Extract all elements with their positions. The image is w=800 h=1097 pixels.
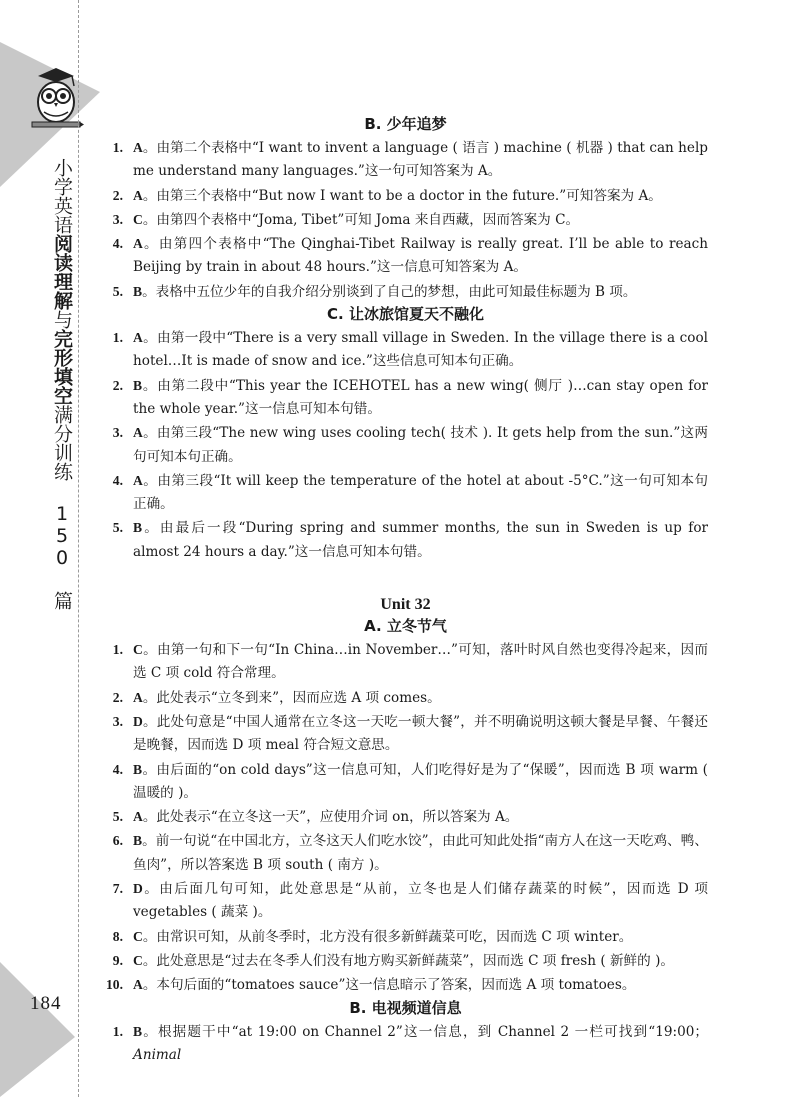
answer-item (103, 805, 708, 829)
answer-item (103, 638, 708, 686)
explanation-text: 。由第一句和下一句“In China…in November…”可知，落叶时风自然也变得冷起来，因而选 C 项 cold 符合常理。 (133, 642, 708, 682)
item-number: 10. (106, 977, 123, 993)
answer-content (103, 114, 708, 1067)
binding-dashed-line (78, 0, 79, 1097)
answer-letter: B (133, 377, 143, 393)
explanation-text: 。本句后面的“tomatoes sauce”这一信息暗示了答案，因而选 A 项 tomatoes。 (142, 977, 636, 994)
item-number: 4. (112, 472, 123, 488)
answer-letter: C (133, 642, 143, 658)
series-title (50, 158, 74, 610)
item-number: 8. (112, 928, 123, 944)
answer-letter: A (133, 330, 143, 346)
answer-letter: A (133, 187, 143, 203)
explanation-text: 。由第四个表格中“Joma, Tibet”可知 Joma 来自西藏，因而答案为 C。 (142, 211, 580, 228)
explanation-text: 。此处表示“在立冬这一天”，应使用介词 on，所以答案为 A。 (142, 809, 519, 826)
explanation-text: 。此处表示“立冬到来”，因而应选 A 项 comes。 (142, 689, 441, 706)
answer-item (103, 949, 708, 973)
answer-item (103, 208, 708, 232)
answer-letter: A (133, 977, 143, 993)
answer-letter: B (133, 833, 143, 849)
explanation-text: 。由后面几句可知，此处意思是“从前，立冬也是人们储存蔬菜的时候”，因而选 D 项 vegetables ( 蔬菜 )。 (133, 881, 708, 921)
explanation-text: 。表格中五位少年的自我介绍分别谈到了自己的梦想，由此可知最佳标题为 B 项。 (142, 283, 637, 300)
explanation-text: 。由第三个表格中“But now I want to be a doctor in the future.”可知答案为 A。 (142, 187, 662, 204)
answer-item (103, 136, 708, 184)
answer-letter: C (133, 211, 143, 227)
explanation-text: 。由第三段“The new wing uses cooling tech( 技术 ). It gets help from the sun.”这两句可知本句正确。 (133, 425, 708, 465)
answer-item (103, 710, 708, 758)
explanation-text: 。由第三段“It will keep the temperature of the hotel at about -5°C.”这一句可知本句正确。 (133, 472, 708, 513)
explanation-text: 。由第一段中“There is a very small village in Sweden. In the village there is a cool hotel…It is made of snow and ice.”这些信息可知本句正确。 (133, 330, 708, 370)
explanation-text: 。由常识可知，从前冬季时，北方没有很多新鲜蔬菜可吃，因而选 C 项 winter。 (142, 928, 633, 945)
item-number: 1. (112, 1023, 123, 1039)
series-title-part: 小学英语 (51, 158, 73, 234)
item-number: 1. (112, 140, 123, 155)
answer-item (103, 184, 708, 208)
series-title-part: 与 (51, 310, 73, 329)
section-title: B. 少年追梦 (364, 115, 447, 133)
item-number: 1. (112, 330, 123, 346)
answer-item (103, 280, 708, 304)
answer-item (103, 421, 708, 469)
answer-item (103, 1020, 708, 1068)
item-number: 9. (112, 952, 123, 968)
item-number: 2. (112, 187, 123, 203)
item-number: 6. (112, 833, 123, 849)
answer-letter: A (133, 140, 143, 155)
answer-letter: B (133, 761, 143, 777)
explanation-italic: Animal (133, 1046, 182, 1063)
answer-item (103, 516, 708, 564)
explanation-text: 。由第二段中“This year the ICEHOTEL has a new wing( 侧厅 )…can stay open for the whole year.”这一信息可知本句错。 (133, 377, 708, 417)
series-title-part-bold: 完形填空 (51, 329, 73, 405)
item-number: 7. (112, 881, 123, 897)
section-title: B. 电视频道信息 (349, 998, 462, 1017)
explanation-text: 。由最后一段“During spring and summer months, the sun in Sweden is up for almost 24 hours a day.”这一信息可知本句错。 (133, 520, 708, 560)
answer-letter: D (133, 881, 143, 897)
item-number: 3. (112, 211, 123, 227)
item-number: 2. (112, 377, 123, 393)
answer-item (103, 758, 708, 806)
answer-letter: C (133, 928, 143, 944)
answer-item (103, 686, 708, 710)
item-number: 1. (112, 642, 123, 658)
decorative-bottom-triangle (0, 962, 75, 1097)
item-number: 5. (112, 283, 123, 299)
item-number: 2. (112, 689, 123, 705)
item-number: 3. (112, 425, 123, 441)
answer-letter: B (133, 520, 143, 536)
answer-letter: D (133, 713, 143, 729)
answer-item (103, 469, 708, 517)
series-title-part: 满分训练 150 篇 (51, 405, 73, 610)
series-title-part-bold: 阅读理解 (51, 234, 73, 310)
answer-letter: A (133, 236, 143, 252)
owl-mascot-icon (28, 62, 84, 132)
answer-letter: A (133, 425, 143, 441)
answer-letter: B (133, 1023, 143, 1039)
answer-letter: A (133, 472, 143, 488)
answer-letter: B (133, 283, 143, 299)
answer-item (103, 232, 708, 280)
answer-item (103, 374, 708, 422)
explanation-text: 。由后面的“on cold days”这一信息可知，人们吃得好是为了“保暖”，因而选 B 项 warm ( 温暖的 )。 (133, 761, 708, 801)
unit-title: Unit 32 (380, 596, 431, 614)
explanation-text: 。由第二个表格中“I want to invent a language ( 语言 ) machine ( 机器 ) that can help me understand many languages.”这一句可知答案为 A。 (133, 140, 708, 180)
explanation-text: 。前一句说“在中国北方，立冬这天人们吃水饺”，由此可知此处指“南方人在这一天吃鸡、鸭、鱼肉”，所以答案选 B 项 south ( 南方 )。 (133, 833, 708, 873)
answer-item (103, 877, 708, 925)
answer-item (103, 326, 708, 374)
answer-item (103, 925, 708, 949)
item-number: 3. (112, 713, 123, 729)
item-number: 4. (112, 761, 123, 777)
page-number: 184 (30, 993, 62, 1014)
answer-letter: A (133, 809, 143, 825)
section-title: A. 立冬节气 (364, 617, 447, 636)
explanation-text: 。由第四个表格中“The Qinghai-Tibet Railway is really great. I’ll be able to reach Beijing by train in about 48 hours.”这一信息可知答案为 A。 (133, 236, 708, 276)
answer-letter: C (133, 952, 143, 968)
section-title: C. 让冰旅馆夏天不融化 (327, 305, 484, 324)
item-number: 5. (112, 520, 123, 536)
answer-letter: A (133, 689, 143, 705)
answer-item (103, 973, 708, 997)
explanation-text: 。根据题干中“at 19:00 on Channel 2”这一信息，到 Channel 2 一栏可找到“19:00； (142, 1023, 708, 1040)
explanation-text: 。此处句意是“中国人通常在立冬这一天吃一顿大餐”，并不明确说明这顿大餐是早餐、午餐还是晚餐，因而选 D 项 meal 符合短文意思。 (133, 713, 708, 754)
answer-item (103, 829, 708, 877)
item-number: 4. (112, 236, 123, 252)
item-number: 5. (112, 809, 123, 825)
explanation-text: 。此处意思是“过去在冬季人们没有地方购买新鲜蔬菜”，因而选 C 项 fresh ( 新鲜的 )。 (142, 952, 674, 969)
